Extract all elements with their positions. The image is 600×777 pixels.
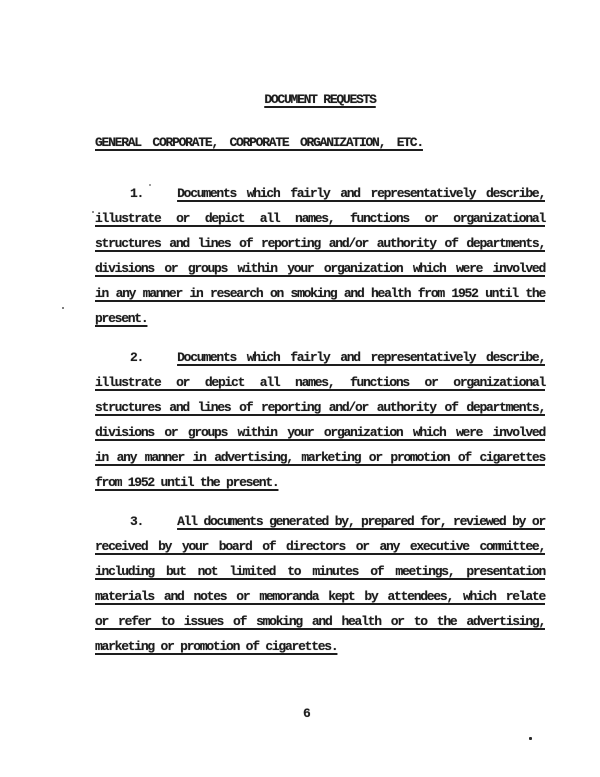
paragraph-text: Documents which fairly and representatively describe, [177,186,545,201]
paragraph-text: marketing or promotion of cigarettes. [95,639,338,654]
paragraph-line [95,256,545,281]
paragraph-text: Documents which fairly and representatively describe, [177,350,545,365]
paragraph-line [95,345,545,370]
paragraph-line [95,559,545,584]
request-paragraph-3 [95,509,545,659]
paragraph-line [95,470,545,495]
document-title: DOCUMENT REQUESTS [264,92,376,107]
paragraph-number: 1. [130,186,144,201]
paragraph-text: in any manner in advertising, marketing or promotion of cigarettes [95,450,545,465]
paragraph-line [95,509,545,534]
paragraph-line [95,281,545,306]
paragraph-text: divisions or groups within your organization which were involved [95,261,545,276]
scan-speck [149,184,151,186]
paragraph-line [95,231,545,256]
paragraph-line [95,206,545,231]
scan-speck [92,211,94,213]
document-content [95,92,545,659]
paragraph-text: materials and notes or memoranda kept by attendees, which relate [95,589,545,604]
paragraph-line [95,395,545,420]
scan-speck [529,737,532,740]
paragraph-line [95,634,545,659]
request-paragraph-2 [95,345,545,495]
paragraph-line [95,370,545,395]
paragraph-text: or refer to issues of smoking and health or to the advertising, [95,614,545,629]
paragraph-line [95,420,545,445]
paragraph-number: 2. [130,350,144,365]
scan-speck [62,307,64,309]
paragraph-text: including but not limited to minutes of meetings, presentation [95,564,545,579]
paragraph-text: from 1952 until the present. [95,475,279,490]
paragraph-line [95,445,545,470]
page-number: 6 [303,706,310,721]
paragraph-text: divisions or groups within your organization which were involved [95,425,545,440]
paragraph-line [95,181,545,206]
paragraph-text: illustrate or depict all names, functions or organizational [95,375,545,390]
paragraph-line [95,306,545,331]
paragraph-line [95,609,545,634]
paragraph-text: All documents generated by, prepared for, reviewed by or [177,514,545,529]
paragraph-text: illustrate or depict all names, functions or organizational [95,211,545,226]
paragraph-text: received by your board of directors or any executive committee, [95,539,545,554]
paragraph-line [95,534,545,559]
paragraph-line [95,584,545,609]
paragraph-text: structures and lines of reporting and/or authority of departments, [95,236,545,251]
paragraph-text: structures and lines of reporting and/or authority of departments, [95,400,545,415]
section-heading: GENERAL CORPORATE, CORPORATE ORGANIZATION, ETC. [95,135,423,150]
request-paragraph-1 [95,181,545,331]
paragraph-number: 3. [130,514,144,529]
paragraph-text: present. [95,311,148,326]
paragraph-text: in any manner in research on smoking and health from 1952 until the [95,286,545,301]
